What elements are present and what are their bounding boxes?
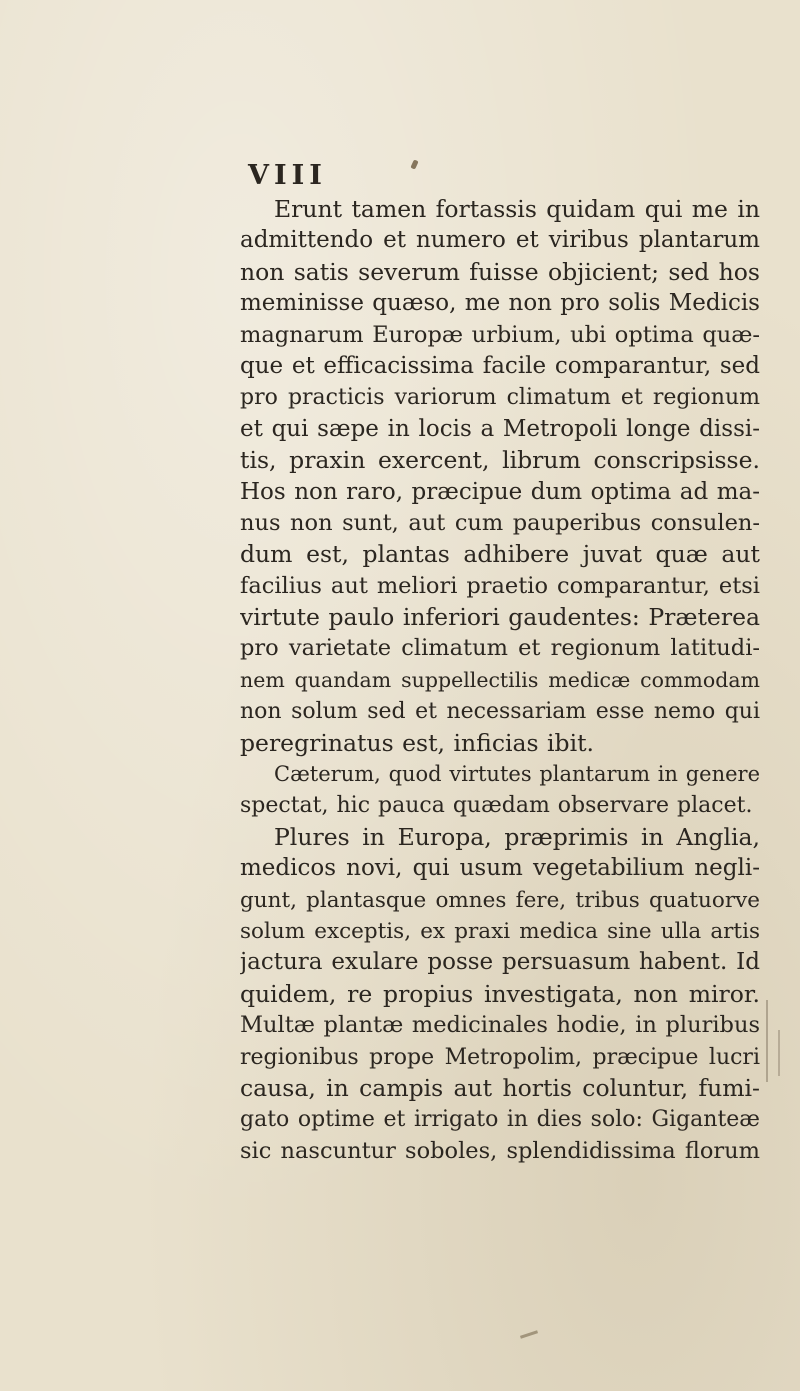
text-line: et qui sæpe in locis a Metropoli longe dissi- [240, 415, 760, 442]
text-line: tis, praxin exercent, librum conscripsisse. [240, 446, 760, 475]
text-line: que et efficacissima facile comparantur, sed [240, 352, 760, 379]
text-line: Cæterum, quod virtutes plantarum in genere [274, 762, 760, 787]
text-line: non satis severum fuisse objicient; sed hos [240, 257, 760, 286]
text-line: pro practicis variorum climatum et regionum [240, 385, 760, 411]
text-line: quidem, re propius investigata, non miror. [240, 979, 760, 1008]
text-line: nem quandam suppellectilis medicæ commodam [240, 667, 760, 692]
text-line: jactura exulare posse persuasum habent. Id [240, 949, 760, 976]
text-line: meminisse quæso, me non pro solis Medicis [240, 290, 760, 317]
pencil-stroke [520, 1330, 538, 1338]
text-line: regionibus prope Metropolim, præcipue lucri [240, 1044, 760, 1070]
text-line: Plures in Europa, præprimis in Anglia, [274, 822, 760, 851]
text-line: admittendo et numero et viribus plantarum [240, 227, 760, 254]
text-line: gato optime et irrigato in dies solo: Giganteæ [240, 1107, 760, 1133]
body-text [240, 194, 760, 1167]
text-line: nus non sunt, aut cum pauperibus consulen- [240, 509, 760, 536]
text-line: facilius aut meliori praetio comparantur, etsi [240, 572, 760, 599]
text-line: magnarum Europæ urbium, ubi optima quæ- [240, 321, 760, 348]
text-line: dum est, plantas adhibere juvat quæ aut [240, 540, 760, 569]
text-line: virtute paulo inferiori gaudentes: Præterea [240, 603, 760, 632]
text-line: Erunt tamen fortassis quidam qui me in [274, 195, 760, 223]
text-line: spectat, hic pauca quædam observare placet. [240, 793, 753, 819]
ink-speck [410, 159, 418, 169]
text-line: sic nascuntur soboles, splendidissima florum [240, 1137, 760, 1164]
text-line: gunt, plantasque omnes fere, tribus quatuorve [240, 887, 760, 913]
text-line: solum exceptis, ex praxi medica sine ulla artis [240, 918, 760, 944]
text-line: pro varietate climatum et regionum latitudi- [240, 635, 760, 662]
text-line: Multæ plantæ medicinales hodie, in pluribus [240, 1012, 760, 1039]
text-line: causa, in campis aut hortis coluntur, fumi- [240, 1073, 760, 1102]
text-line: Hos non raro, præcipue dum optima ad ma- [240, 478, 760, 505]
text-line: medicos novi, qui usum vegetabilium negli- [240, 855, 760, 882]
text-line: non solum sed et necessariam esse nemo qui [240, 699, 760, 725]
margin-mark [778, 1030, 780, 1076]
text-line: peregrinatus est, inficias ibit. [240, 728, 595, 757]
margin-mark [766, 1000, 768, 1082]
page-number: VIII [248, 160, 327, 191]
